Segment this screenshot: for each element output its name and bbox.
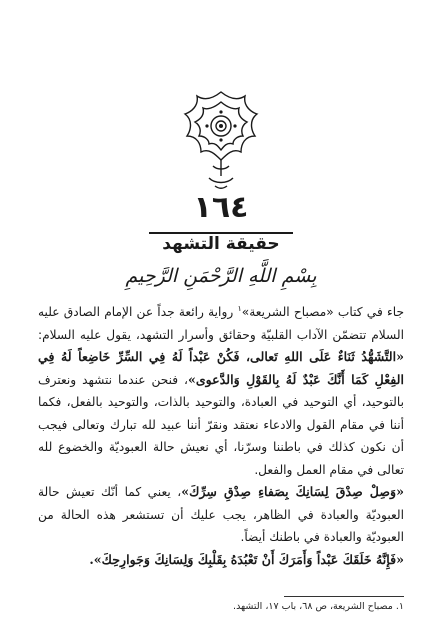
chapter-title: حقيقة التشهد — [162, 234, 280, 254]
floral-ornament-icon — [181, 86, 261, 190]
basmala-calligraphy: بِسْمِ اللَّهِ الرَّحْمَنِ الرَّحِيمِ — [125, 265, 317, 287]
paragraph — [38, 549, 404, 572]
footnote-divider — [284, 596, 404, 597]
footnote: ١. مصباح الشريعة، ص ٦٨، باب ١٧، التشهد. — [233, 601, 404, 612]
hadith-quote: «فَإِنَّهُ خَلَقَكَ عَبْداً وَأَمَرَكَ أَنْ تَعْبُدَهُ بِقَلْبِكَ وَلِسَانِكَ وَجَوارِحِكَ». — [89, 551, 404, 567]
hadith-quote: «التَّشَهُّدُ ثَنَاءٌ عَلَى اللهِ تَعالى، فَكُنْ عَبْداً لَهُ فِي السِّرِّ خَاضِعاً لَهُ فِي الفِعْلِ كَمَا أَنَّكَ عَبْدٌ لَهُ بِالقَوْلِ وَالدَّعوى» — [38, 349, 404, 387]
footnote-reference: ١ — [237, 304, 242, 313]
hadith-quote: «وَصِلْ صِدْقَ لِسَانِكَ بِصَفاءِ صِدْقِ سِرِّكَ» — [181, 484, 404, 500]
text-run: جاء في كتاب «مصباح الشريعة» — [241, 305, 404, 320]
body-text — [38, 298, 404, 571]
text-run: رواية رائعة جداً عن الإمام الصادق عليه السلام تتضمّن الآداب القلبيّة وحقائق وأسرار التشهد، يقول عليه السلام: — [38, 305, 404, 342]
text-run: ، يعني كما أنّك تعيش حالة العبوديّة والعبادة في الظاهر، يجب عليك أن تستشعر هذه الحالة من العبوديّة والعبادة في باطنك أيضاً. — [38, 485, 404, 545]
chapter-number: ١٦٤ — [193, 190, 249, 225]
paragraph — [38, 481, 404, 549]
paragraph — [38, 298, 404, 481]
text-run: ، فنحن عندما نتشهد ونعترف بالتوحيد، أي التوحيد في العبادة، والتوحيد بالذات، والتوحيد بالفعل، فكما أننا في مقام القول والادعاء نعتقد ونقرّ أننا عبيد لله تبارك وتعالى فيجب أن نكون كذلك في باطننا وسرّنا، أي نعيش حالة العبوديّة والخضوع لله تعالى في مقام العمل والفعل. — [38, 372, 404, 477]
